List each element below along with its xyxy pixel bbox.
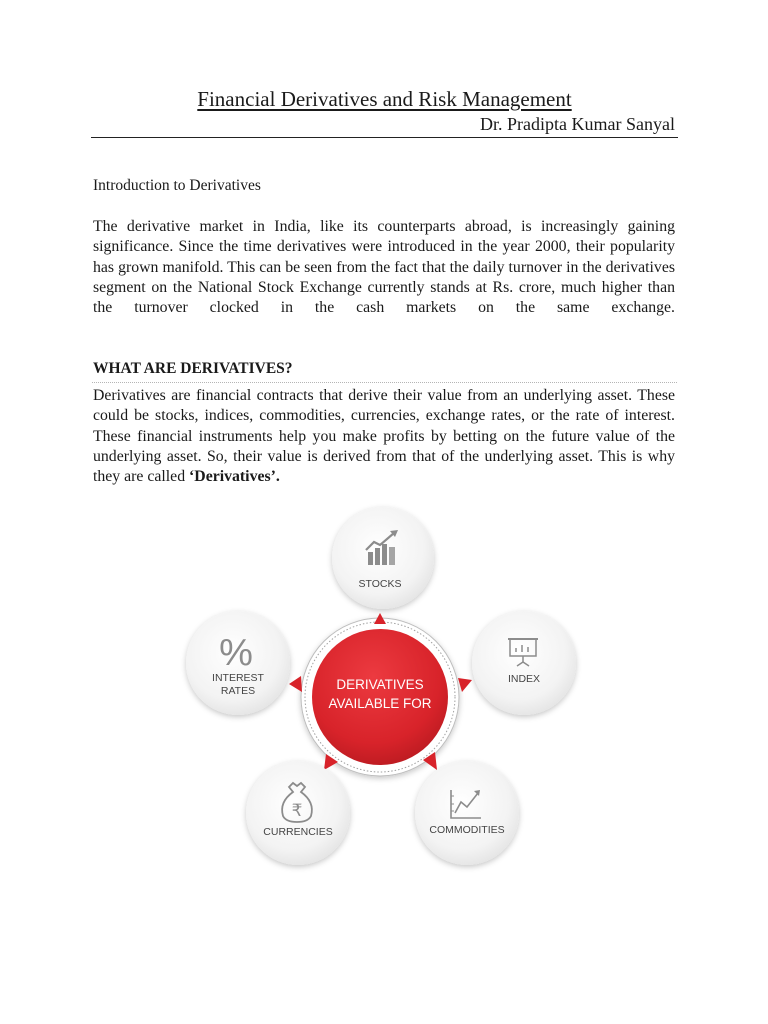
section-heading: WHAT ARE DERIVATIVES? bbox=[93, 360, 293, 377]
intro-paragraph: The derivative market in India, like its counterparts abroad, is increasingly gaining significance. Since the time derivatives were introduced in the year 2000, their popularity has grown manifold. This can be seen from the fact that the daily turnover in the derivatives segment on the National Stock Exchange currently stands at Rs. crore, much higher than the turnover clocked in the cash markets on the same exchange. bbox=[93, 218, 675, 317]
center-label-line1: DERIVATIVES bbox=[336, 677, 424, 692]
document-author: Dr. Pradipta Kumar Sanyal bbox=[480, 114, 675, 134]
rupee-symbol: ₹ bbox=[291, 801, 303, 820]
intro-heading: Introduction to Derivatives bbox=[93, 177, 261, 194]
node-index-label: INDEX bbox=[507, 673, 541, 685]
section-divider bbox=[92, 382, 677, 383]
arrow-to-interest-rates bbox=[289, 676, 302, 692]
definition-emphasis: ‘Derivatives’. bbox=[189, 468, 280, 486]
node-interest-label-line1: INTEREST bbox=[212, 672, 264, 684]
derivatives-diagram bbox=[175, 500, 595, 875]
percent-icon: % bbox=[219, 632, 253, 674]
node-commodities bbox=[415, 761, 519, 865]
title-divider bbox=[91, 137, 678, 138]
definition-paragraph bbox=[93, 386, 675, 487]
arrow-to-index bbox=[458, 678, 472, 692]
document-title: Financial Derivatives and Risk Management bbox=[197, 87, 572, 111]
node-stocks bbox=[332, 507, 434, 609]
node-currencies bbox=[246, 761, 350, 865]
node-currencies-label: CURRENCIES bbox=[263, 826, 333, 838]
center-label-line2: AVAILABLE FOR bbox=[328, 696, 432, 711]
node-commodities-label: COMMODITIES bbox=[429, 824, 505, 836]
node-interest-rates bbox=[186, 611, 290, 715]
node-stocks-label: STOCKS bbox=[358, 578, 402, 590]
node-commodities-circle bbox=[415, 761, 519, 865]
definition-text: Derivatives are financial contracts that derive their value from an underlying asset. These could be stocks, indices, commodities, currencies, exchange rates, or the rate of interest. These financial instruments help you make profits by betting on the future value of the underlying asset. So, their value is derived from that of the underlying asset. This is why they are called bbox=[93, 387, 675, 486]
node-interest-label-line2: RATES bbox=[220, 685, 256, 697]
node-index bbox=[472, 611, 576, 715]
